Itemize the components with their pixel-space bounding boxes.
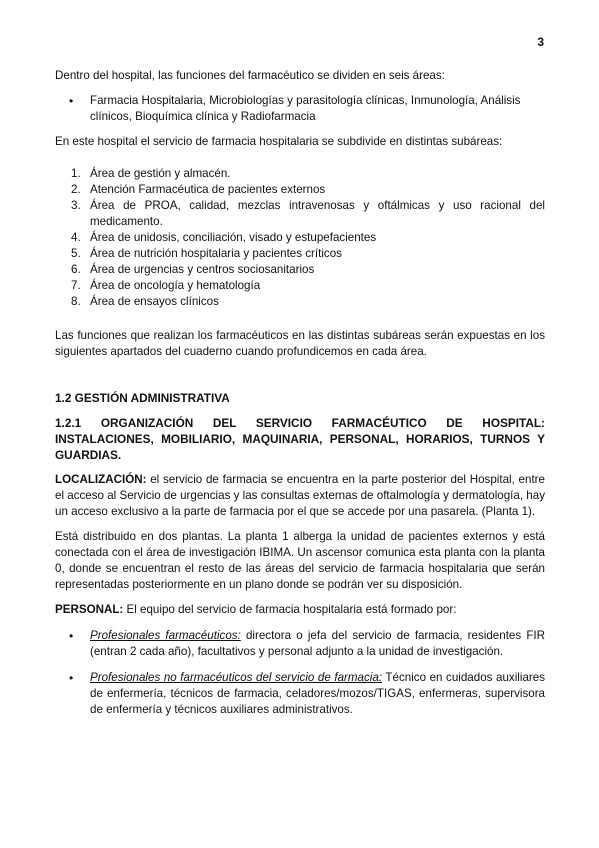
personnel-item-label: Profesionales farmacéuticos:	[90, 629, 241, 642]
list-text: Área de gestión y almacén.	[90, 167, 231, 180]
location-paragraph	[55, 472, 545, 520]
list-item	[55, 182, 545, 198]
location-label: LOCALIZACIÓN:	[55, 473, 147, 486]
list-item	[55, 166, 545, 182]
location-text: el servicio de farmacia se encuentra en la parte posterior del Hospital, entre el acceso al Servicio de urgencias y las consultas externas de oftalmología y dermatología, hay un acceso exclusivo a la parte de farmacia por el que se accede por una pasarela. (Planta 1).	[55, 473, 545, 518]
list-text: Área de urgencias y centros sociosanitarios	[90, 263, 315, 276]
list-text: Área de unidosis, conciliación, visado y estupefacientes	[90, 231, 377, 244]
personnel-paragraph	[55, 602, 545, 618]
list-item	[55, 278, 545, 294]
areas-list	[55, 93, 545, 125]
intro-paragraph: Dentro del hospital, las funciones del farmacéutico se dividen en seis áreas:	[55, 69, 445, 82]
document-body	[55, 68, 545, 718]
functions-paragraph: Las funciones que realizan los farmacéuticos en las distintas subáreas serán expuestas en los siguientes apartados del cuaderno cuando profundicemos en cada área.	[55, 329, 545, 358]
list-text: Área de oncología y hematología	[90, 279, 261, 292]
personnel-list	[55, 628, 545, 718]
list-number: 7.	[71, 279, 81, 292]
list-text: Área de nutrición hospitalaria y pacientes críticos	[90, 247, 342, 260]
list-text: Atención Farmacéutica de pacientes externos	[90, 183, 326, 196]
list-number: 2.	[71, 183, 81, 196]
personnel-item-text: Técnico en cuidados auxiliares de enfermería, técnicos de farmacia, celadores/mozos/TIGAS, enfermeras, supervisora de enfermería y técnicos auxiliares administrativos.	[90, 671, 545, 716]
list-text: Área de ensayos clínicos	[90, 295, 219, 308]
list-number: 8.	[71, 295, 81, 308]
section-title: 1.2 GESTIÓN ADMINISTRATIVA	[55, 391, 230, 405]
list-item	[55, 294, 545, 310]
floors-paragraph: Está distribuido en dos plantas. La planta 1 alberga la unidad de pacientes externos y está conectada con el área de investigación IBIMA. Un ascensor comunica esta planta con la planta 0, donde se encuentran el resto de las áreas del servicio de farmacia hospitalaria que serán representadas posteriormente en un plano donde se podrán ver su disposición.	[55, 530, 545, 591]
list-item	[55, 198, 545, 230]
areas-bullet-text: Farmacia Hospitalaria, Microbiologías y parasitología clínicas, Inmunología, Análisis clínicos, Bioquímica clínica y Radiofarmacia	[90, 94, 521, 123]
page-number: 3	[537, 35, 544, 49]
list-number: 4.	[71, 231, 81, 244]
list-item	[55, 628, 545, 660]
list-item	[55, 93, 545, 125]
list-text: Área de PROA, calidad, mezclas intravenosas y oftálmicas y uso racional del medicamento.	[90, 199, 545, 228]
list-number: 1.	[71, 167, 81, 180]
subareas-intro: En este hospital el servicio de farmacia hospitalaria se subdivide en distintas subáreas:	[55, 135, 503, 148]
list-number: 6.	[71, 263, 81, 276]
subareas-list	[55, 166, 545, 310]
list-item	[55, 246, 545, 262]
list-item	[55, 262, 545, 278]
personnel-text: El equipo del servicio de farmacia hospitalaria está formado por:	[123, 603, 457, 616]
list-number: 3.	[71, 199, 81, 212]
personnel-item-label: Profesionales no farmacéuticos del servicio de farmacia:	[90, 671, 383, 684]
list-item	[55, 230, 545, 246]
personnel-item-text: directora o jefa del servicio de farmacia, residentes FIR (entran 2 cada año), facultativos y personal adjunto a la unidad de investigación.	[90, 629, 545, 658]
subsection-title: 1.2.1 ORGANIZACIÓN DEL SERVICIO FARMACÉUTICO DE HOSPITAL: INSTALACIONES, MOBILIARIO, MAQUINARIA, PERSONAL, HORARIOS, TURNOS Y GUARDIAS.	[55, 416, 545, 462]
personnel-label: PERSONAL:	[55, 603, 124, 616]
list-number: 5.	[71, 247, 81, 260]
list-item	[55, 670, 545, 718]
